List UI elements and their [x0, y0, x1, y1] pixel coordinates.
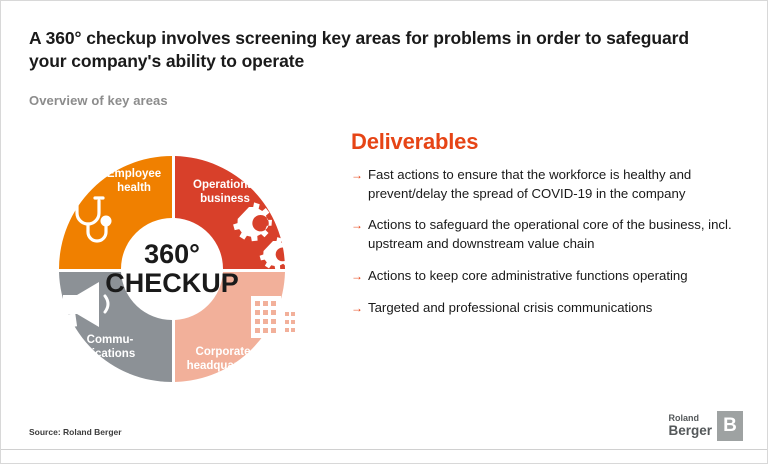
donut-label-communications: Commu- nications — [84, 334, 136, 360]
donut-svg — [27, 131, 317, 406]
page-title: A 360° checkup involves screening key areas for problems in order to safeguard your company's ability to operate — [29, 28, 689, 72]
page-subtitle: Overview of key areas — [29, 93, 168, 108]
arrow-icon: → — [351, 218, 363, 233]
logo-line1: Roland — [668, 413, 699, 424]
logo-text — [668, 414, 712, 438]
donut-center-line1: 360° — [144, 239, 200, 270]
donut-segment-communications[interactable] — [59, 272, 172, 382]
list-item-text: Actions to safeguard the operational core of the business, incl. upstream and downstream value chain — [368, 217, 732, 252]
donut-label-corporate-headquarters: Corporate headquarters — [186, 346, 260, 372]
donut-chart — [27, 131, 317, 406]
donut-center-line2: CHECKUP — [105, 267, 239, 298]
arrow-icon: → — [351, 168, 363, 182]
donut-label-operational-business: Operational business — [193, 179, 257, 205]
arrow-icon: → — [351, 268, 363, 283]
arrow-icon: → — [351, 300, 363, 315]
list-item — [351, 267, 751, 286]
logo-line2: Berger — [668, 422, 712, 438]
list-item — [351, 216, 751, 253]
donut-label-employee-health: Employee health — [106, 168, 162, 194]
footer-divider — [1, 449, 767, 450]
source-note: Source: Roland Berger — [29, 427, 122, 437]
list-item-text: Targeted and professional crisis communications — [368, 299, 653, 315]
deliverables-heading: Deliverables — [351, 129, 479, 154]
deliverables-list — [351, 166, 751, 330]
list-item — [351, 166, 751, 203]
list-item-text: Fast actions to ensure that the workforce is healthy and prevent/delay the spread of COVID-19 in the company — [368, 167, 692, 201]
roland-berger-logo — [668, 411, 743, 441]
list-item — [351, 299, 751, 318]
list-item-text: Actions to keep core administrative functions operating — [368, 267, 688, 283]
logo-mark-icon: B — [717, 411, 743, 441]
